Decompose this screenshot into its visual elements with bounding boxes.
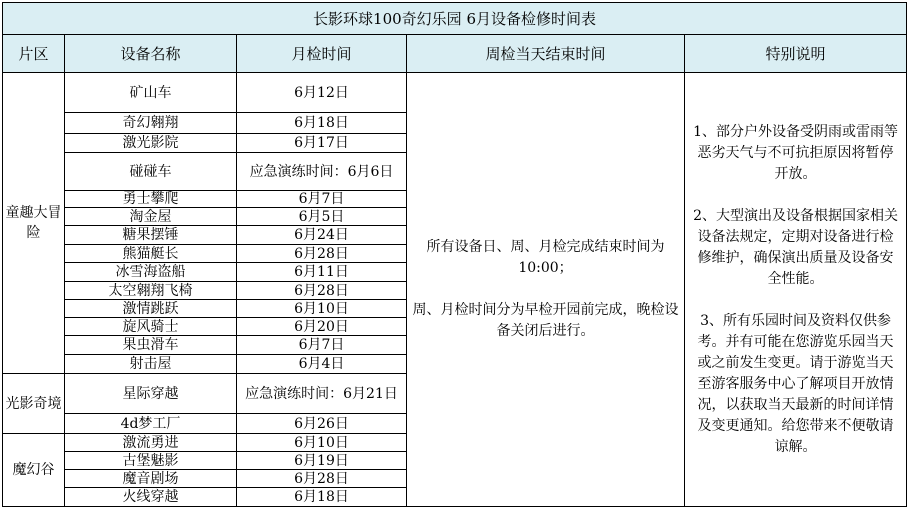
header-zone: 片区 (3, 35, 65, 73)
monthly-check-cell: 6月18日 (237, 113, 407, 134)
device-name-cell: 射击屋 (65, 355, 237, 374)
special-note-paragraph: 3、所有乐园时间及资料仅供参考。并有可能在您游览乐园当天或之前发生变更。请于游览当天至游客服务中心了解项目开放情况，以获取当天最新的时间详情及变更通知。给您带来不便敬请谅解。 (697, 312, 894, 455)
device-name-cell: 糖果摆锤 (65, 226, 237, 245)
device-name-cell: 星际穿越 (65, 374, 237, 414)
monthly-check-cell: 6月17日 (237, 134, 407, 153)
header-device: 设备名称 (65, 35, 237, 73)
monthly-check-cell: 应急演练时间：6月6日 (237, 153, 407, 191)
device-name-cell: 古堡魅影 (65, 452, 237, 470)
monthly-check-cell: 6月26日 (237, 414, 407, 434)
monthly-check-cell: 6月19日 (237, 452, 407, 470)
device-name-cell: 碰碰车 (65, 153, 237, 191)
monthly-check-cell: 应急演练时间：6月21日 (237, 374, 407, 414)
special-notes-cell (685, 73, 907, 507)
table-title: 长影环球100奇幻乐园 6月设备检修时间表 (3, 3, 907, 35)
maintenance-table (2, 2, 907, 507)
weekly-end-time-cell (407, 73, 685, 507)
monthly-check-cell: 6月12日 (237, 73, 407, 113)
monthly-check-cell: 6月7日 (237, 191, 407, 208)
zone-cell: 童趣大冒险 (3, 73, 65, 374)
special-note-paragraph: 2、大型演出及设备根据国家相关设备法规定，定期对设备进行检修维护，确保演出质量及设备安全性能。 (693, 207, 898, 287)
monthly-check-cell: 6月20日 (237, 318, 407, 336)
monthly-check-cell: 6月4日 (237, 355, 407, 374)
zone-cell: 光影奇境 (3, 374, 65, 434)
device-name-cell: 激情跳跃 (65, 300, 237, 318)
monthly-check-cell: 6月11日 (237, 263, 407, 282)
table-row (3, 73, 907, 113)
monthly-check-cell: 6月24日 (237, 226, 407, 245)
device-name-cell: 旋风骑士 (65, 318, 237, 336)
monthly-check-cell: 6月18日 (237, 488, 407, 507)
device-name-cell: 勇士攀爬 (65, 191, 237, 208)
device-name-cell: 火线穿越 (65, 488, 237, 507)
device-name-cell: 果虫滑车 (65, 336, 237, 355)
header-monthly: 月检时间 (237, 35, 407, 73)
monthly-check-cell: 6月10日 (237, 434, 407, 452)
device-name-cell: 矿山车 (65, 73, 237, 113)
header-weekly-end: 周检当天结束时间 (407, 35, 685, 73)
monthly-check-cell: 6月28日 (237, 470, 407, 488)
monthly-check-cell: 6月10日 (237, 300, 407, 318)
header-row (3, 35, 907, 73)
device-name-cell: 奇幻翱翔 (65, 113, 237, 134)
device-name-cell: 淘金屋 (65, 208, 237, 226)
monthly-check-cell: 6月7日 (237, 336, 407, 355)
monthly-check-cell: 6月28日 (237, 245, 407, 263)
device-name-cell: 冰雪海盗船 (65, 263, 237, 282)
special-note-paragraph: 1、部分户外设备受阴雨或雷雨等恶劣天气与不可抗拒原因将暂停开放。 (693, 123, 898, 182)
weekly-end-paragraph: 所有设备日、周、月检完成结束时间为10:00； (426, 239, 665, 276)
monthly-check-cell: 6月28日 (237, 282, 407, 300)
device-name-cell: 激光影院 (65, 134, 237, 153)
device-name-cell: 4d梦工厂 (65, 414, 237, 434)
header-notes: 特别说明 (685, 35, 907, 73)
device-name-cell: 魔音剧场 (65, 470, 237, 488)
device-name-cell: 激流勇进 (65, 434, 237, 452)
device-name-cell: 熊猫艇长 (65, 245, 237, 263)
device-name-cell: 太空翱翔飞椅 (65, 282, 237, 300)
zone-cell: 魔幻谷 (3, 434, 65, 507)
monthly-check-cell: 6月5日 (237, 208, 407, 226)
weekly-end-paragraph: 周、月检时间分为早检开园前完成，晚检设备关闭后进行。 (412, 302, 679, 339)
